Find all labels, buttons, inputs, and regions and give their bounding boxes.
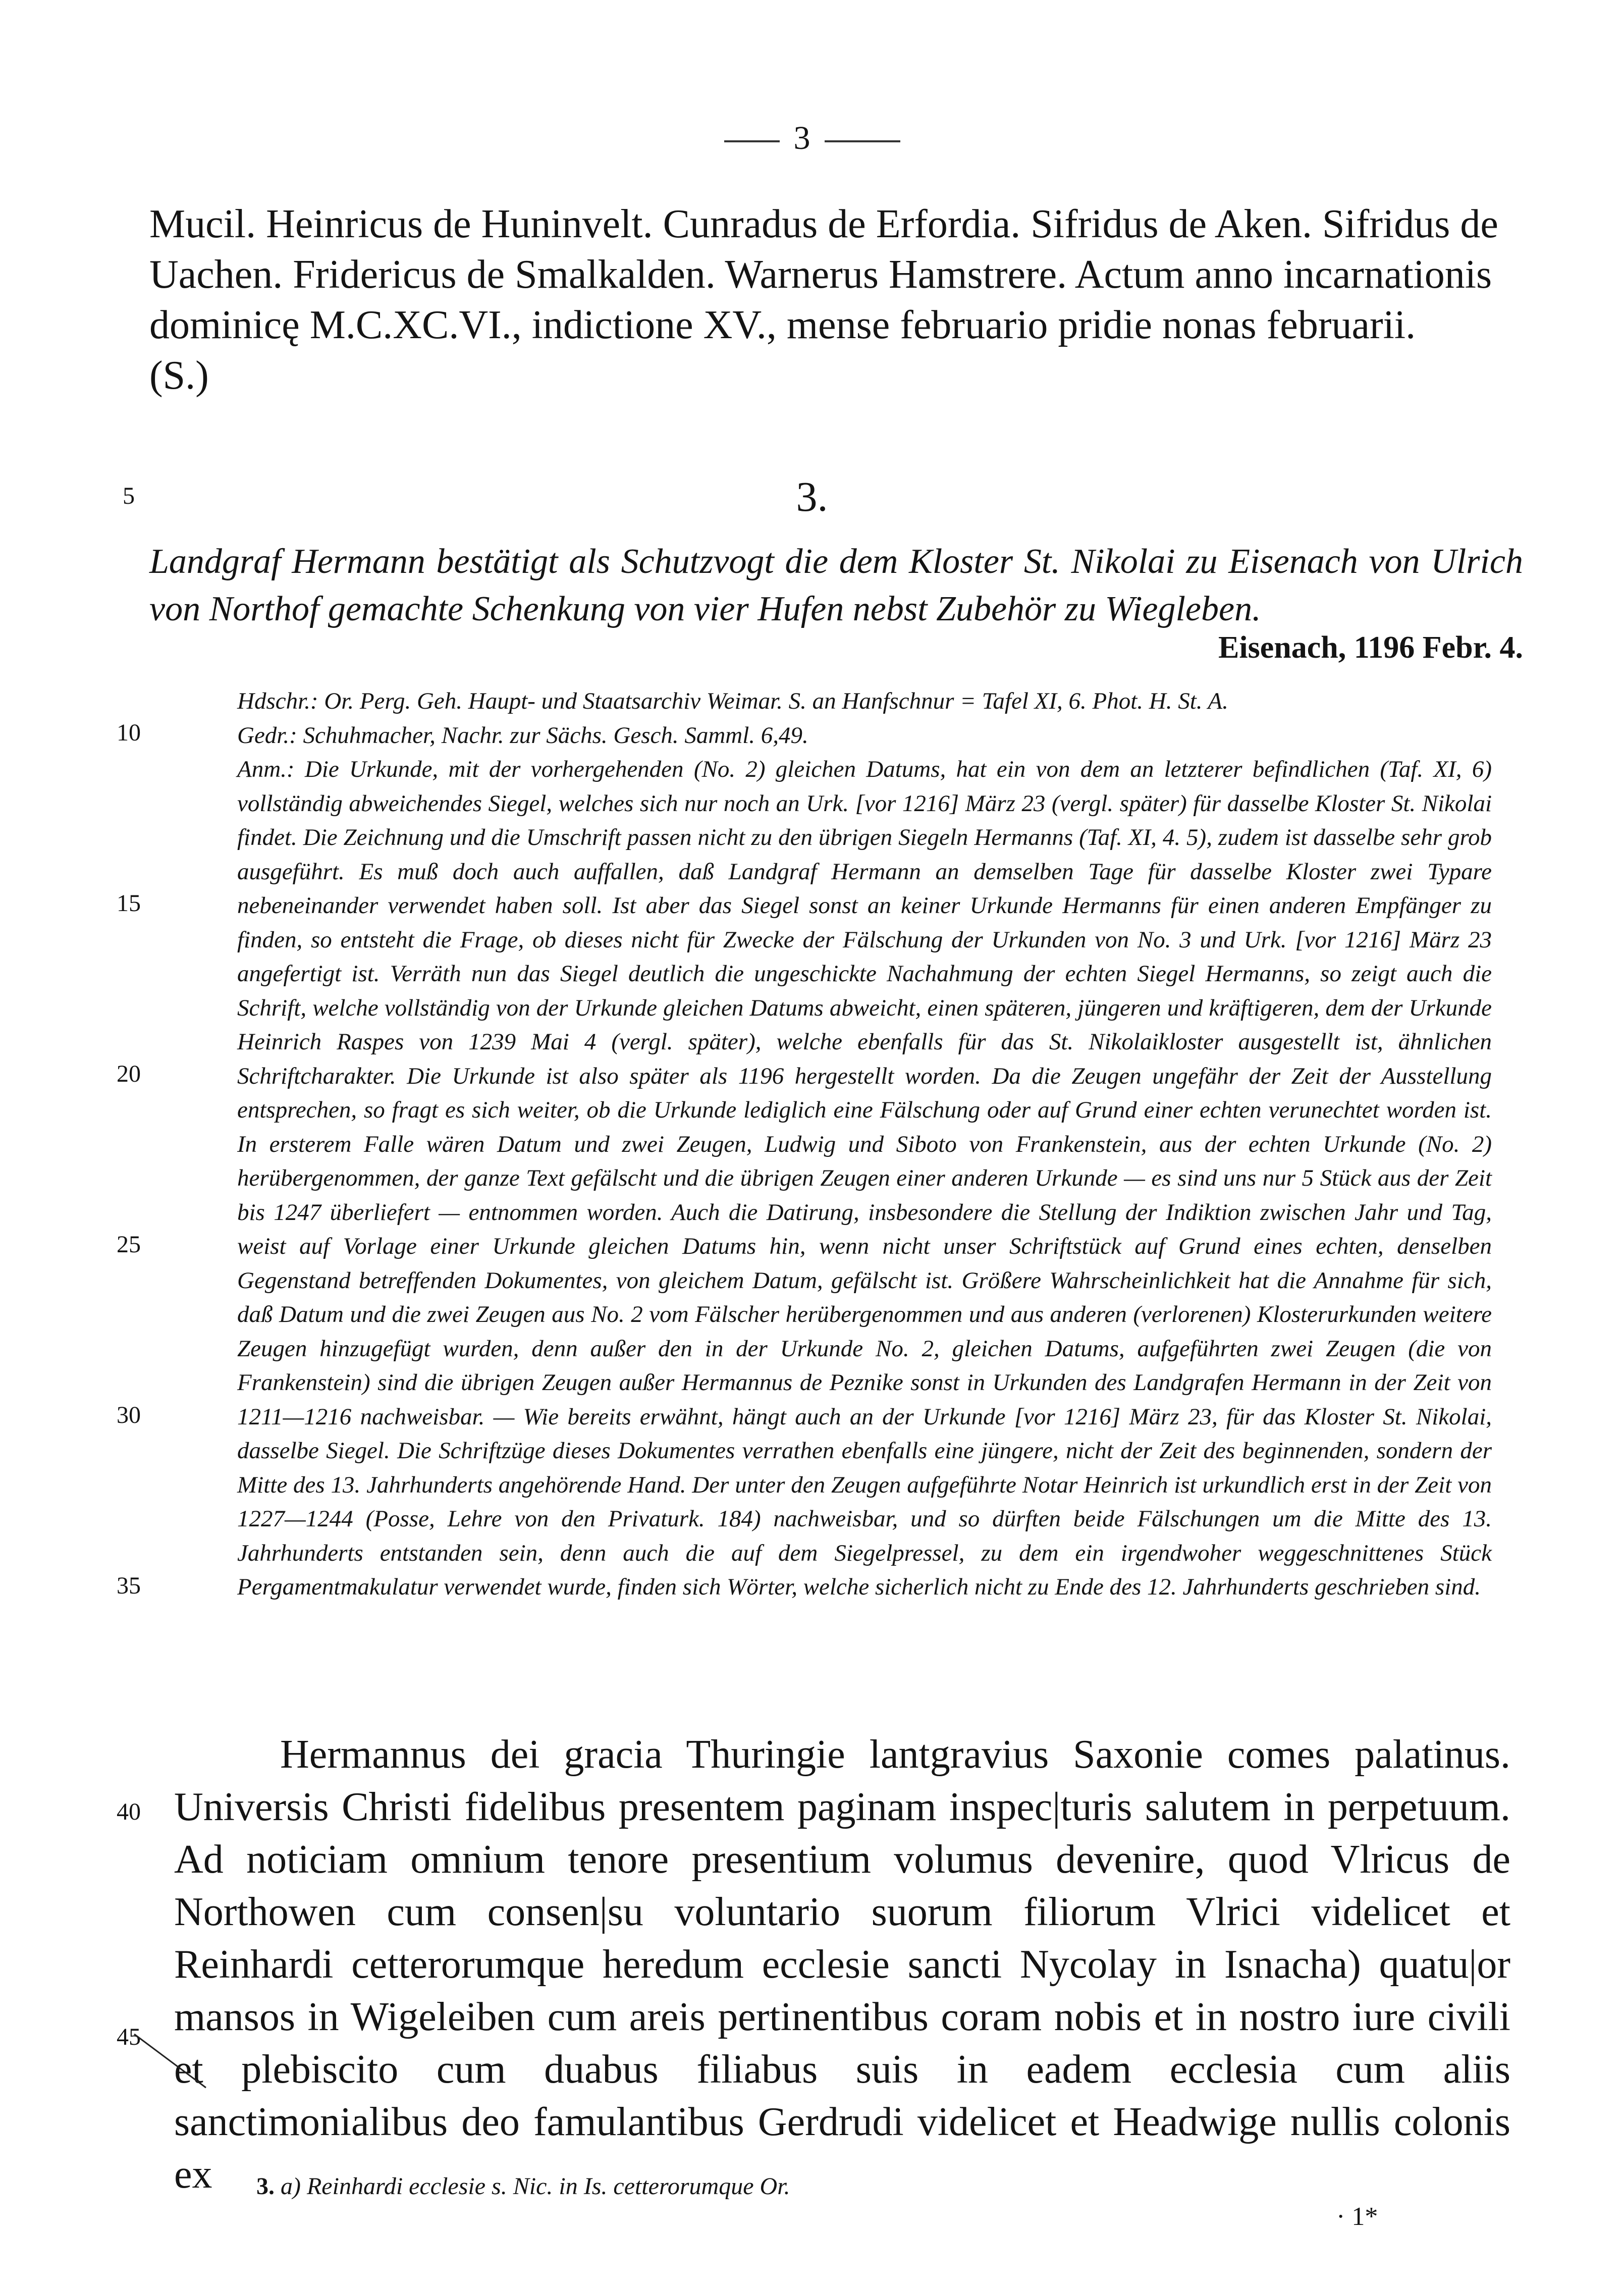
footnote xyxy=(256,2172,790,2200)
critical-apparatus xyxy=(237,684,1492,1605)
line-number-45: 45 xyxy=(117,2024,141,2050)
continuation-line-2: Uachen. Fridericus de Smalkalden. Warnerus Hamstrere. Actum anno incarnationis xyxy=(149,252,1492,297)
line-number-10: 10 xyxy=(117,719,141,746)
line-number-40: 40 xyxy=(117,1798,141,1825)
manuscript-note: Hdschr.: Or. Perg. Geh. Haupt- und Staatsarchiv Weimar. S. an Hanfschnur = Tafel XI, 6. Phot. H. St. A. xyxy=(237,688,1228,714)
seal-mark: (S.) xyxy=(149,353,209,398)
signature-mark: · 1* xyxy=(1336,2202,1378,2231)
line-number-30: 30 xyxy=(117,1402,141,1428)
margin-pen-stroke xyxy=(130,2031,216,2097)
place-date: Eisenach, 1196 Febr. 4. xyxy=(1218,630,1523,665)
line-number-25: 25 xyxy=(117,1231,141,1258)
footnote-text: a) Reinhardi ecclesie s. Nic. in Is. cetterorumque Or. xyxy=(281,2173,790,2200)
continuation-line-1: Mucil. Heinricus de Huninvelt. Cunradus de Erfordia. Sifridus de Aken. Sifridus de xyxy=(149,202,1498,246)
line-number-35: 35 xyxy=(117,1572,141,1599)
line-number-20: 20 xyxy=(117,1060,141,1087)
page-number: 3 xyxy=(793,120,810,156)
charter-text: Hermannus dei gracia Thuringie lantgravius Saxonie comes palatinus. Universis Christi fidelibus presentem paginam inspec|turis salutem in perpetuum. Ad noticiam omnium tenore presentium volumus devenire, quod Vlricus de Northowen cum consen|su voluntario suorum filiorum Vlrici videlicet et Reinhardi cetterorumque heredum ecclesie sancti Nycolay in Isnacha) quatu|or mansos in Wigeleiben cum areis pertinentibus coram nobis et in nostro iure civili et plebiscito cum duabus filiabus suis in eadem ecclesia cum aliis sanctimonialibus deo famulantibus Gerdrudi videlicet et Headwige nullis colonis ex xyxy=(174,1732,1510,2197)
document-number: 3. xyxy=(796,473,828,520)
header-rule-left xyxy=(724,140,780,142)
line-number-5: 5 xyxy=(123,483,135,509)
annotation-note: Anm.: Die Urkunde, mit der vorhergehenden (No. 2) gleichen Datums, hat ein von dem an letzterer befindlichen (Taf. XI, 6) vollständig abweichendes Siegel, welches sich nur noch an Urk. [vor 1216] März 23 (vergl. später) für dasselbe Kloster St. Nikolai findet. Die Zeichnung und die Umschrift passen nicht zu den übrigen Siegeln Hermanns (Taf. XI, 4. 5), zudem ist dasselbe sehr grob ausgeführt. Es muß doch auch auffallen, daß Landgraf Hermann an demselben Tage für dasselbe Kloster zwei Typare nebeneinander verwendet haben soll. Ist aber das Siegel sonst an keiner Urkunde Hermanns für einen anderen Empfänger zu finden, so entsteht die Frage, ob dieses nicht für Zwecke der Fälschung der Urkunden von No. 3 und Urk. [vor 1216] März 23 angefertigt ist. Verräth nun das Siegel deutlich die ungeschickte Nachahmung der echten Siegel Hermanns, so zeigt auch die Schrift, welche vollständig von der Urkunde gleichen Datums abweicht, einen späteren, jüngeren und kräftigeren, dem der Urkunde Heinrich Raspes von 1239 Mai 4 (vergl. später), welche ebenfalls für das St. Nikolaikloster ausgestellt ist, ähnlichen Schriftcharakter. Die Urkunde ist also später als 1196 hergestellt worden. Da die Zeugen ungefähr der Zeit der Ausstellung entsprechen, so fragt es sich weiter, ob die Urkunde lediglich eine Fälschung oder auf Grund einer echten verunechtet worden ist. In ersterem Falle wären Datum und zwei Zeugen, Ludwig und Siboto von Frankenstein, aus der echten Urkunde (No. 2) herübergenommen, der ganze Text gefälscht und die übrigen Zeugen einer anderen Urkunde — es sind uns nur 5 Stück aus der Zeit bis 1247 überliefert — entnommen worden. Auch die Datirung, insbesondere die Stellung der Indiktion zwischen Jahr und Tag, weist auf Vorlage einer Urkunde gleichen Datums hin, wenn nicht unser Schriftstück auf Grund eines echten, denselben Gegenstand betreffenden Dokumentes, von gleichem Datum, gefälscht ist. Größere Wahrscheinlichkeit hat die Annahme für sich, daß Datum und die zwei Zeugen aus No. 2 vom Fälscher herübergenommen und aus anderen (verlorenen) Klosterurkunden weitere Zeugen hinzugefügt wurden, denn außer den in der Urkunde No. 2, gleichen Datums, aufgeführten zwei Zeugen (die von Frankenstein) sind die übrigen Zeugen außer Hermannus de Peznike sonst in Urkunden des Landgrafen Hermann in der Zeit von 1211—1216 nachweisbar. — Wie bereits erwähnt, hängt auch an der Urkunde [vor 1216] März 23, für das Kloster St. Nikolai, dasselbe Siegel. Die Schriftzüge dieses Dokumentes verrathen ebenfalls eine jüngere, nicht der Zeit des beginnenden, sondern der Mitte des 13. Jahrhunderts angehörende Hand. Der unter den Zeugen aufgeführte Notar Heinrich ist urkundlich erst in der Zeit von 1227—1244 (Posse, Lehre von den Privaturk. 184) nachweisbar, und so dürften beide Fälschungen um die Mitte des 13. Jahrhunderts entstanden sein, denn auch die auf dem Siegelpressel, zu dem ein irgendwoher weggeschnittenes Stück Pergamentmakulatur verwendet wurde, finden sich Wörter, welche sicherlich nicht zu Ende des 12. Jahrhunderts geschrieben sind. xyxy=(237,756,1492,1600)
line-number-15: 15 xyxy=(117,890,141,917)
continuation-line-3: dominicę M.C.XC.VI., indictione XV., mense februario pridie nonas februarii. xyxy=(149,303,1416,347)
regest-summary: Landgraf Hermann bestätigt als Schutzvogt die dem Kloster St. Nikolai zu Eisenach von Ulrich von Northof gemachte Schenkung von vier Hufen nebst Zubehör zu Wiegleben. xyxy=(149,542,1523,628)
footnote-number: 3. xyxy=(256,2173,275,2200)
pen-stroke-line xyxy=(134,2034,206,2088)
print-note: Gedr.: Schuhmacher, Nachr. zur Sächs. Gesch. Samml. 6,49. xyxy=(237,722,808,749)
header-rule-right xyxy=(825,140,900,142)
page-header xyxy=(0,119,1624,157)
